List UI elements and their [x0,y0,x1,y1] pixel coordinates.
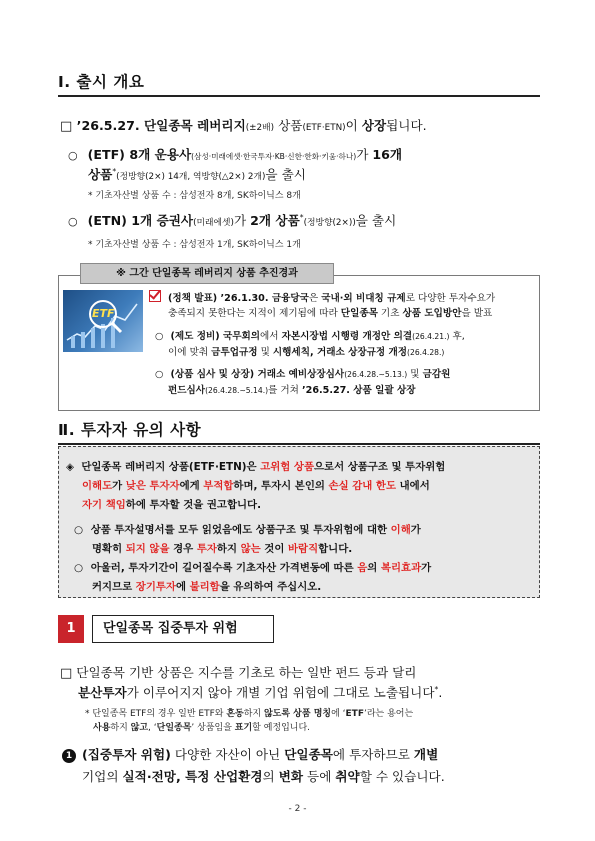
text: 할 예정입니다. [252,723,311,733]
text: (정책 발표) ’26.1.30. 금융당국 [168,293,309,304]
text: 경우 [169,543,197,555]
text: 및 [407,369,423,380]
text: 국내·외 비대칭 규제 [321,293,406,304]
text: 가 [112,480,126,492]
text: 아울러, 투자기간이 길어질수록 기초자산 가격변동에 따른 [90,562,358,574]
text: 단일종목 [156,723,192,733]
progress-review [155,366,450,380]
text: , ‘ [148,723,157,733]
risk-item-1 [62,744,438,763]
text: 자본시장법 시행령 개정안 의결 [281,331,413,342]
text: 가 [233,213,251,228]
text: 에 투자하므로 [332,747,414,762]
text: * [299,212,304,222]
caution-item2-line2 [92,578,321,593]
number-bullet-icon: 1 [62,749,76,763]
text: 것이 [260,543,288,555]
text: 투자 [196,543,217,555]
text: 이해 [390,524,411,536]
text: (26.4.28.~5.14.) [205,386,269,395]
etn-item [68,210,396,229]
progress-regulation-line2 [168,344,444,358]
text: 하지 [110,723,131,733]
text: 하지 [216,543,241,555]
text: 고위험 상품 [260,461,314,473]
text: 커지므로 [92,581,136,593]
text: 가 [421,562,432,574]
text: 등에 [303,769,336,784]
etn-note: * 기초자산별 상품 수 : 삼성전자 1개, SK하이닉스 1개 [88,240,301,250]
risk-section-title: 단일종목 집중투자 위험 [92,615,274,643]
text: * [434,684,439,694]
text: (26.4.28.~5.13.) [344,370,408,379]
text: . [438,685,443,700]
text: (26.4.21.) [412,332,450,341]
text: 상장 [361,118,387,133]
progress-regulation [155,328,465,342]
caution-item1-line2 [92,540,352,555]
text: (상품 심사 및 상장) 거래소 예비상장심사 [170,369,345,380]
etf-illustration-icon [63,290,143,352]
progress-policy-line2 [168,305,492,319]
text: 되지 않을 [125,543,170,555]
text: 2개 상품 [250,213,300,228]
text: ’26.5.27. 단일종목 [72,118,198,133]
text: 후, [449,331,465,342]
launch-summary [60,115,427,134]
text: 혼동 [226,709,244,719]
text: 충족되지 못한다는 지적이 제기됨에 따라 [168,308,341,319]
text: 및 [257,347,273,358]
progress-box-title: ※ 그간 단일종목 레버리지 상품 추진경과 [80,263,334,284]
text: 으로서 상품구조 및 투자위험 [314,461,446,473]
caution-item2 [74,559,431,574]
text: 취약 [335,769,360,784]
text: 않도록 상품 명칭 [263,709,332,719]
text: 않고 [130,723,149,733]
etf-chart-graphic [63,290,143,352]
caution-line3 [82,496,261,511]
text: * [112,166,117,176]
text: 을 출시 [265,167,306,182]
text: 할 수 있습니다. [359,769,445,784]
section-2-title: Ⅱ. 투자자 유의 사항 [58,421,202,439]
text: 을 유의하여 주십시오. [219,581,322,593]
text: (±2배) [245,123,275,133]
text: (삼성·미래에셋·한국투자·KB·신한·한화·키움·하나) [191,152,357,161]
text: (26.4.28.) [407,348,445,357]
etf-note: * 기초자산별 상품 수 : 삼성전자 8개, SK하이닉스 8개 [88,191,301,201]
text: 하에 투자할 것을 권고합니다. [125,499,262,511]
etf-illustration-label: ETF [92,307,115,320]
text: 상품 투자설명서를 모두 읽었음에도 상품구조 및 투자위험에 대한 [90,524,391,536]
risk-note-line2 [93,720,310,733]
text: (미래에셋) [193,218,234,228]
text: * 단일종목 ETF의 경우 일반 ETF와 [85,709,227,719]
progress-policy [168,290,495,304]
risk-summary-line2 [78,682,442,701]
text: 분산투자 [78,685,127,700]
page-number: - 2 - [288,804,307,814]
text: 이 [345,118,362,133]
text: 장기투자 [135,581,176,593]
text: ETF [345,709,364,719]
text: 시행세칙, 거래소 상장규정 개정 [272,347,408,358]
text: (정방향(2×) 14개, 역방향(△2×) 2개) [116,172,266,182]
text: 하며, 투자시 본인의 [233,480,329,492]
risk-item-1-line2 [82,766,445,785]
text: 않는 [240,543,261,555]
text: 단일종목 기반 상품은 지수를 기초로 하는 일반 펀드 등과 달리 [72,665,417,680]
text: 불리함 [189,581,220,593]
circle-bullet-icon: ○ [68,215,78,228]
text: 기업 [82,769,107,784]
caution-item1 [74,521,421,536]
text: 의 [106,769,123,784]
text: 기초 [377,308,403,319]
text: 됩니다. [386,118,427,133]
text: 을 발표 [461,308,493,319]
circle-bullet-icon: ○ [74,562,84,574]
text: 16개 [372,147,403,162]
text: 복리효과 [380,562,422,574]
text: 개별 [413,747,439,762]
text: 부적합 [203,480,234,492]
text: 이해도 [82,480,113,492]
risk-note [85,706,413,719]
text: 내에서 [396,480,430,492]
text: 상품 [274,118,303,133]
etf-item-line2 [88,164,306,183]
text: 상품 [88,167,113,182]
text: 바람직 [288,543,319,555]
text: 금투업규정 [211,347,258,358]
caution-line1 [66,458,445,473]
text: 하지 [243,709,264,719]
diamond-bullet-icon: ◈ [66,461,74,473]
text: 낮은 투자자 [125,480,180,492]
text: 상품 도입방안 [402,308,462,319]
text: (집중투자 위험) [82,747,171,762]
text: ’ 상품임을 [191,723,235,733]
text: 사용 [93,723,111,733]
text: (ETN) 1개 증권사 [87,213,194,228]
text: 을 출시 [355,213,397,228]
text: (정방향(2×)) [303,218,356,228]
text: 실적·전망, 특정 산업환경 [122,769,263,784]
text: 레버리지 [197,118,246,133]
text: 금감원 [422,369,451,380]
text: 음 [357,562,368,574]
text: 를 거쳐 [268,385,302,396]
circle-bullet-icon: ○ [74,524,84,536]
text: 이에 맞춰 [168,347,212,358]
text: 손실 감내 한도 [328,480,396,492]
section-2-heading [58,418,540,445]
text: 단일종목 [284,747,333,762]
text: ’26.5.27. 상품 일괄 상장 [302,385,416,396]
square-bullet-icon: □ [60,666,73,681]
text: 가 이루어지지 않아 개별 기업 위험에 그대로 노출됩니다 [126,685,435,700]
text: (제도 정비) 국무회의 [170,331,261,342]
text: 표기 [234,723,253,733]
text: 은 [308,293,322,304]
text: 단일종목 [340,308,378,319]
text: 에 [175,581,190,593]
caution-line2 [82,477,430,492]
text: 의 [367,562,381,574]
text: 의 [262,769,279,784]
text: 변화 [278,769,304,784]
etf-item [68,144,402,163]
risk-summary [60,662,416,681]
text: 펀드심사 [168,385,206,396]
checkbox-icon [149,290,161,302]
text: 에서 [260,331,282,342]
section-1-title: Ⅰ. 출시 개요 [58,73,145,91]
text: 에 ‘ [331,709,346,719]
text: 에게 [179,480,204,492]
text: 가 [356,147,373,162]
text: 명확히 [92,543,126,555]
text: 다양한 자산이 아닌 [170,747,285,762]
text: (ETF) 8개 운용사 [87,147,192,162]
text: ’라는 용어는 [363,709,414,719]
text: 로 다양한 투자수요가 [405,293,496,304]
text: 자기 책임 [82,499,126,511]
progress-review-line2 [168,382,416,396]
text: 합니다. [318,543,353,555]
circle-bullet-icon: ○ [155,331,164,342]
circle-bullet-icon: ○ [68,149,78,162]
text: (ETF·ETN) [302,123,346,133]
text: 가 [410,524,421,536]
circle-bullet-icon: ○ [155,369,164,380]
section-1-heading [58,70,540,97]
square-bullet-icon: □ [60,119,73,134]
text: 단일종목 레버리지 상품(ETF·ETN)은 [81,461,261,473]
section-number-badge: 1 [58,615,84,643]
